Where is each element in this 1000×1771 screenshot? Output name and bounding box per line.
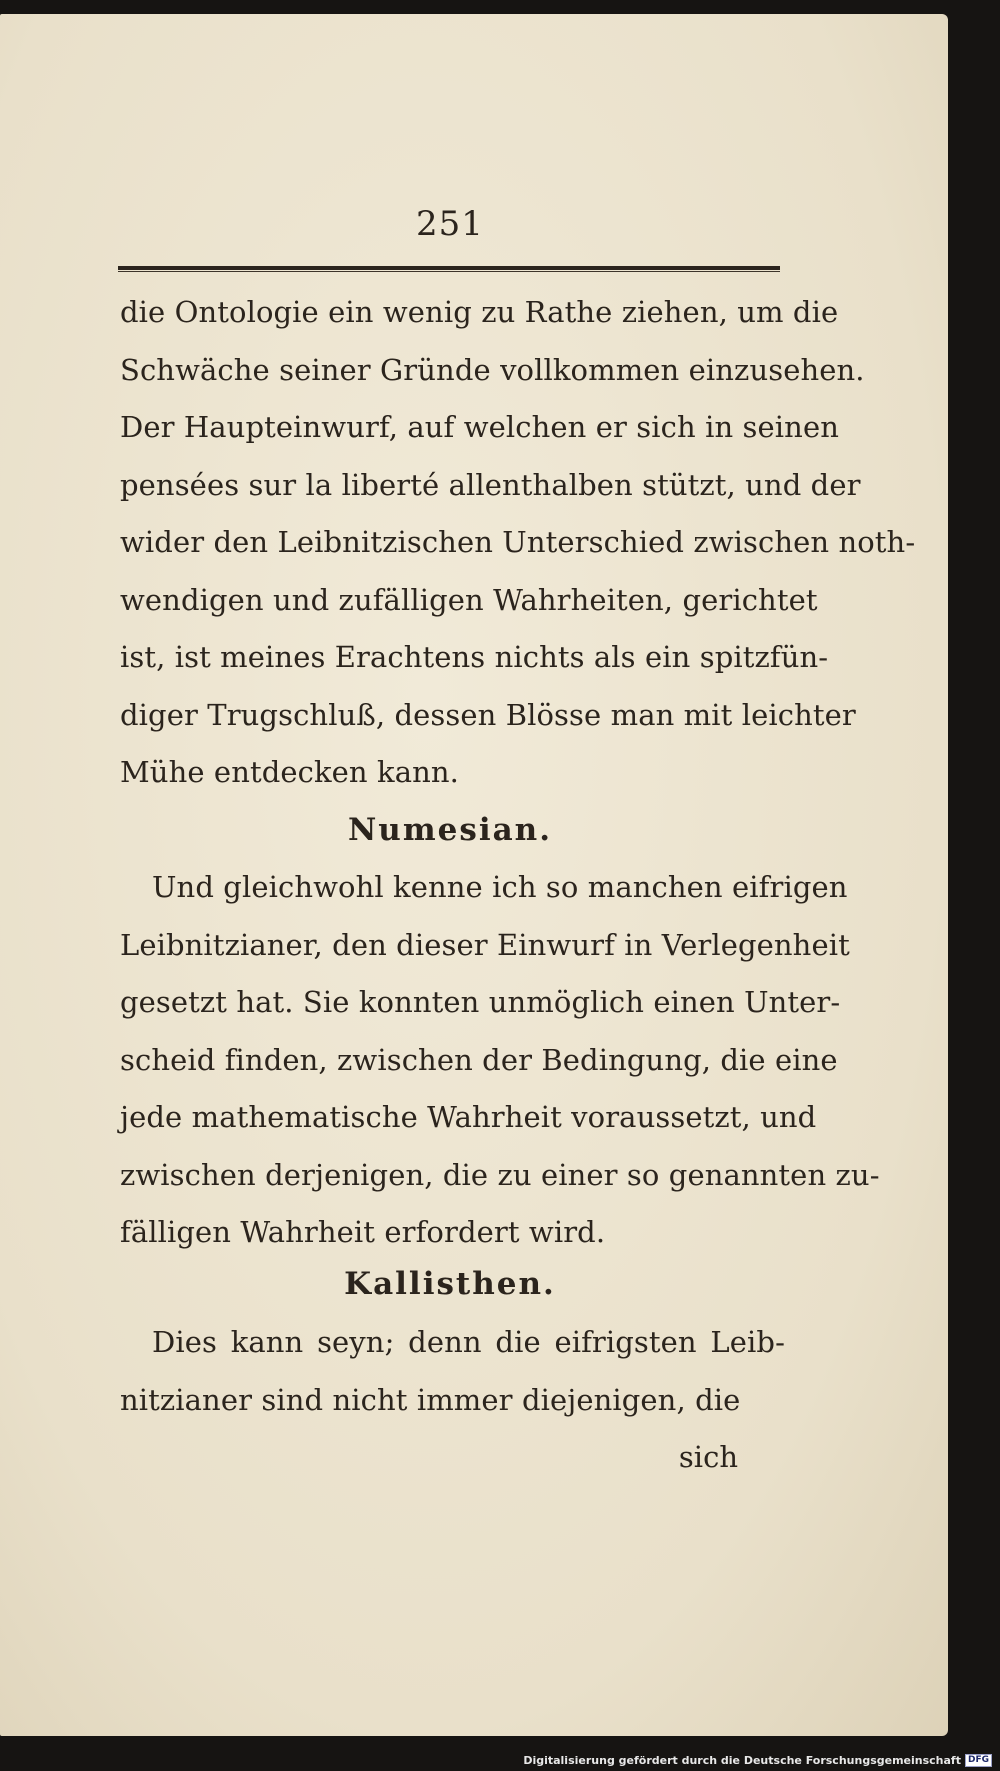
book-page [0,14,948,1736]
text-line: gesetzt hat. Sie konnten unmöglich einen Unter- [120,985,841,1019]
text-line: jede mathematische Wahrheit voraussetzt, und [120,1100,817,1134]
text-line: Leibnitzianer, den dieser Einwurf in Verlegenheit [120,927,850,962]
page-number: 251 [416,204,484,244]
text-line: pensées sur la liberté allenthalben stützt, und der [120,467,861,502]
text-line: fälligen Wahrheit erfordert wird. [120,1215,606,1249]
credit-text: Digitalisierung gefördert durch die Deutsche Forschungsgemeinschaft [523,1754,961,1767]
text-line: ist, ist meines Erachtens nichts als ein spitzfün- [120,640,829,674]
text-line: die Ontologie ein wenig zu Rathe ziehen, um die [120,295,839,329]
text-line: scheid finden, zwischen der Bedingung, die eine [120,1042,838,1077]
text-line: wider den Leibnitzischen Unterschied zwischen noth- [120,525,916,559]
text-line: wendigen und zufälligen Wahrheiten, gerichtet [120,582,818,617]
speaker-heading-kallisthen: Kallisthen. [344,1266,556,1302]
text-line: Mühe entdecken kann. [120,755,459,789]
catchword: sich [678,1440,738,1474]
text-line: diger Trugschluß, dessen Blösse man mit leichter [120,697,856,732]
text-line: Schwäche seiner Gründe vollkommen einzusehen. [120,352,865,387]
text-line: nitzianer sind nicht immer diejenigen, die [120,1382,741,1417]
text-line: Dies kann seyn; denn die eifrigsten Leib- [152,1325,785,1359]
text-line: Und gleichwohl kenne ich so manchen eifrigen [152,870,848,904]
text-line: Der Haupteinwurf, auf welchen er sich in seinen [120,410,839,444]
digitization-credit [523,1754,992,1767]
speaker-heading-numesian: Numesian. [347,812,553,848]
header-rule [118,266,780,272]
dfg-logo: DFG [965,1754,992,1767]
text-line: zwischen derjenigen, die zu einer so genannten zu- [120,1157,880,1192]
